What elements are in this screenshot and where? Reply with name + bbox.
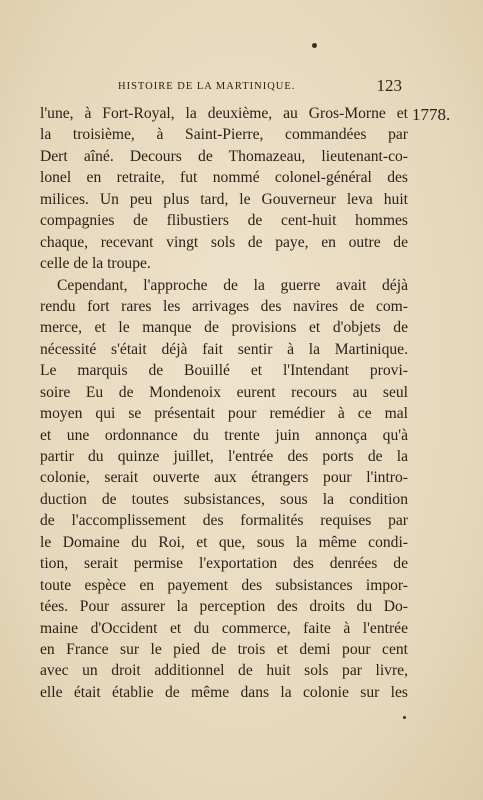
- text-line: merce, et le manque de provisions et d'objets de: [40, 319, 408, 337]
- ink-speck: [312, 43, 317, 48]
- text-line: tées. Pour assurer la perception des droits du Do-: [40, 598, 408, 616]
- text-line: Cependant, l'approche de la guerre avait déjà: [57, 276, 408, 294]
- text-line: colonie, serait ouverte aux étrangers pour l'intro-: [40, 469, 408, 487]
- ink-speck: [403, 716, 406, 719]
- text-line: la troisième, à Saint-Pierre, commandées par: [40, 126, 408, 144]
- page-header: [118, 78, 402, 96]
- running-title: HISTOIRE DE LA MARTINIQUE.: [118, 81, 296, 92]
- text-line: rendu fort rares les arrivages des navires de com-: [40, 297, 408, 315]
- text-line: compagnies de flibustiers de cent-huit hommes: [40, 212, 408, 230]
- body-text: [40, 103, 408, 703]
- text-line: duction de toutes subsistances, sous la condition: [40, 490, 408, 508]
- text-line: tion, serait permise l'exportation des denrées de: [40, 555, 408, 573]
- text-line: chaque, recevant vingt sols de paye, en outre de: [40, 233, 408, 251]
- text-line: lonel en retraite, fut nommé colonel-général des: [40, 169, 408, 187]
- text-line: Le marquis de Bouillé et l'Intendant provi-: [40, 362, 408, 380]
- text-line: elle était établie de même dans la colonie sur les: [40, 683, 408, 701]
- text-line: l'une, à Fort-Royal, la deuxième, au Gros-Morne et: [40, 105, 408, 122]
- page-number: 123: [376, 76, 402, 95]
- text-line: milices. Un peu plus tard, le Gouverneur leva huit: [40, 190, 408, 208]
- text-line: Dert aîné. Decours de Thomazeau, lieutenant-co-: [40, 147, 408, 165]
- text-line: partir du quinze juillet, l'entrée des ports de la: [40, 448, 408, 465]
- text-line: celle de la troupe.: [40, 255, 151, 273]
- margin-year: 1778.: [412, 105, 451, 124]
- text-line: maine d'Occident et du commerce, faite à l'entrée: [40, 619, 408, 637]
- text-line: le Domaine du Roi, et que, sous la même condi-: [40, 533, 408, 551]
- text-line: de l'accomplissement des formalités requises par: [40, 512, 408, 530]
- text-line: moyen qui se présentait pour remédier à ce mal: [40, 405, 408, 423]
- text-line: avec un droit additionnel de huit sols par livre,: [40, 662, 408, 680]
- text-line: soire Eu de Mondenoix eurent recours au seul: [40, 383, 408, 401]
- text-line: toute espèce en payement des subsistances impor-: [40, 576, 408, 594]
- text-line: nécessité s'était déjà fait sentir à la Martinique.: [40, 340, 408, 358]
- text-line: et une ordonnance du trente juin annonça qu'à: [40, 426, 408, 444]
- text-line: en France sur le pied de trois et demi pour cent: [40, 640, 408, 658]
